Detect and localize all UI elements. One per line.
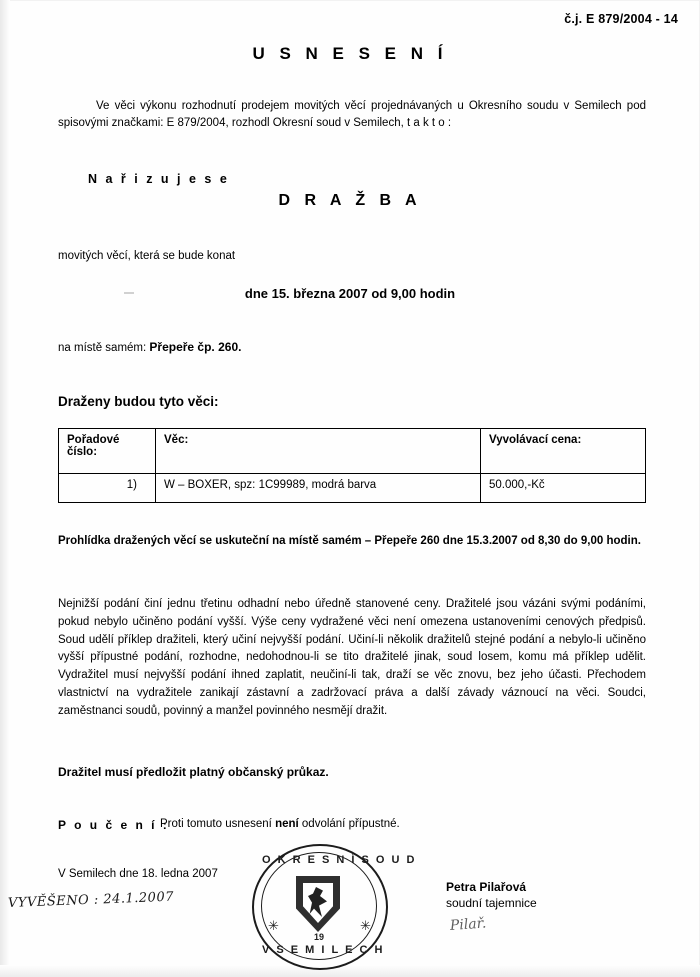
body-text: Nejnižší podání činí jednu třetinu odhadní nebo úředně stanovené ceny. Dražitelé jsou vázáni svými podáními, pokud nebylo učiněno podání vyšší. Výše ceny vydražené věci není omezena ustanoveními cenových předpisů. Soud udělí příklep dražiteli, který učiní nejvyšší podání. Učiní-li několik dražitelů stejné podání a nebylo-li učiněno vyšší přípustné podání, rozhodne, nedohodnou-li se tito dražitelé jinak, soud losem, komu má příklep udělit. Vydražitel musí nejvyšší podání ihned zaplatit, neučiní-li tak, draží se věc znovu, bez jeho účasti. Přechodem vlastnictví na vydražitele zanikají zástavní a zadržovací práva a další závady váznoucí na věci. Soudci, zaměstnanci soudů, povinný a manžel povinného nesmějí dražit. xyxy=(58,598,646,717)
cell-price: 50.000,-Kč xyxy=(481,474,646,503)
star-right-icon: ✳ xyxy=(360,918,371,933)
handwritten-signature: Pilař. xyxy=(449,915,487,934)
items-heading: Draženy budou tyto věci: xyxy=(58,394,219,409)
instruction-text-emphasis: není xyxy=(275,818,299,830)
auction-place-value: Přepeře čp. 260. xyxy=(149,340,242,354)
court-stamp xyxy=(248,840,417,972)
table-header-order-no: Pořadové číslo: xyxy=(59,429,156,474)
posted-handwritten-note: VYVĚŠENO : 24.1.2007 xyxy=(7,889,175,911)
auction-heading: D R A Ž B A xyxy=(278,192,422,209)
id-requirement: Dražitel musí předložit platný občanský průkaz. xyxy=(58,765,329,779)
reference-number: č.j. E 879/2004 - 14 xyxy=(564,12,678,26)
document-title: U S N E S E N Í xyxy=(252,44,448,63)
auction-place-prefix: na místě samém: xyxy=(58,342,150,354)
scan-edge-left xyxy=(0,0,10,977)
auction-date-line: dne 15. března 2007 od 9,00 hodin xyxy=(244,286,456,301)
cell-order-no: 1) xyxy=(59,474,156,503)
subject-line: movitých věcí, která se bude konat xyxy=(58,250,236,262)
orders-label: N a ř i z u j e s e xyxy=(88,172,230,186)
place-and-date: V Semilech dne 18. ledna 2007 xyxy=(58,868,218,880)
signer-name: Petra Pilařová xyxy=(446,880,527,894)
items-table xyxy=(58,428,646,503)
signer-block xyxy=(446,880,537,910)
auction-place-line xyxy=(58,340,241,354)
stamp-bottom-text: V S E M I L E C H xyxy=(262,944,385,956)
table-header-row xyxy=(59,429,646,474)
instruction-text-before: Proti tomuto usnesení xyxy=(160,818,276,830)
table-header-item: Věc: xyxy=(156,429,481,474)
star-left-icon: ✳ xyxy=(268,918,279,933)
instruction-text xyxy=(160,818,400,830)
stamp-number: 19 xyxy=(313,932,324,942)
table-row xyxy=(59,474,646,503)
viewing-note: Prohlídka dražených věcí se uskuteční na místě samém – Přepeře 260 dne 15.3.2007 od 8,30 do 9,00 hodin. xyxy=(58,535,641,547)
intro-paragraph: Ve věci výkonu rozhodnutí prodejem movitých věcí projednávaných u Okresního soudu v Semilech pod spisovými značkami: E 879/2004, rozhodl Okresní soud v Semilech, t a k t o : xyxy=(58,100,646,129)
table-header-price: Vyvolávací cena: xyxy=(481,429,646,474)
instruction-label: P o u č e n í : xyxy=(58,818,170,832)
instruction-text-after: odvolání přípustné. xyxy=(298,818,400,830)
cell-item: W – BOXER, spz: 1C99989, modrá barva xyxy=(156,474,481,503)
signer-role: soudní tajemnice xyxy=(446,896,537,910)
stamp-top-text: O K R E S N Í S O U D xyxy=(262,854,417,866)
